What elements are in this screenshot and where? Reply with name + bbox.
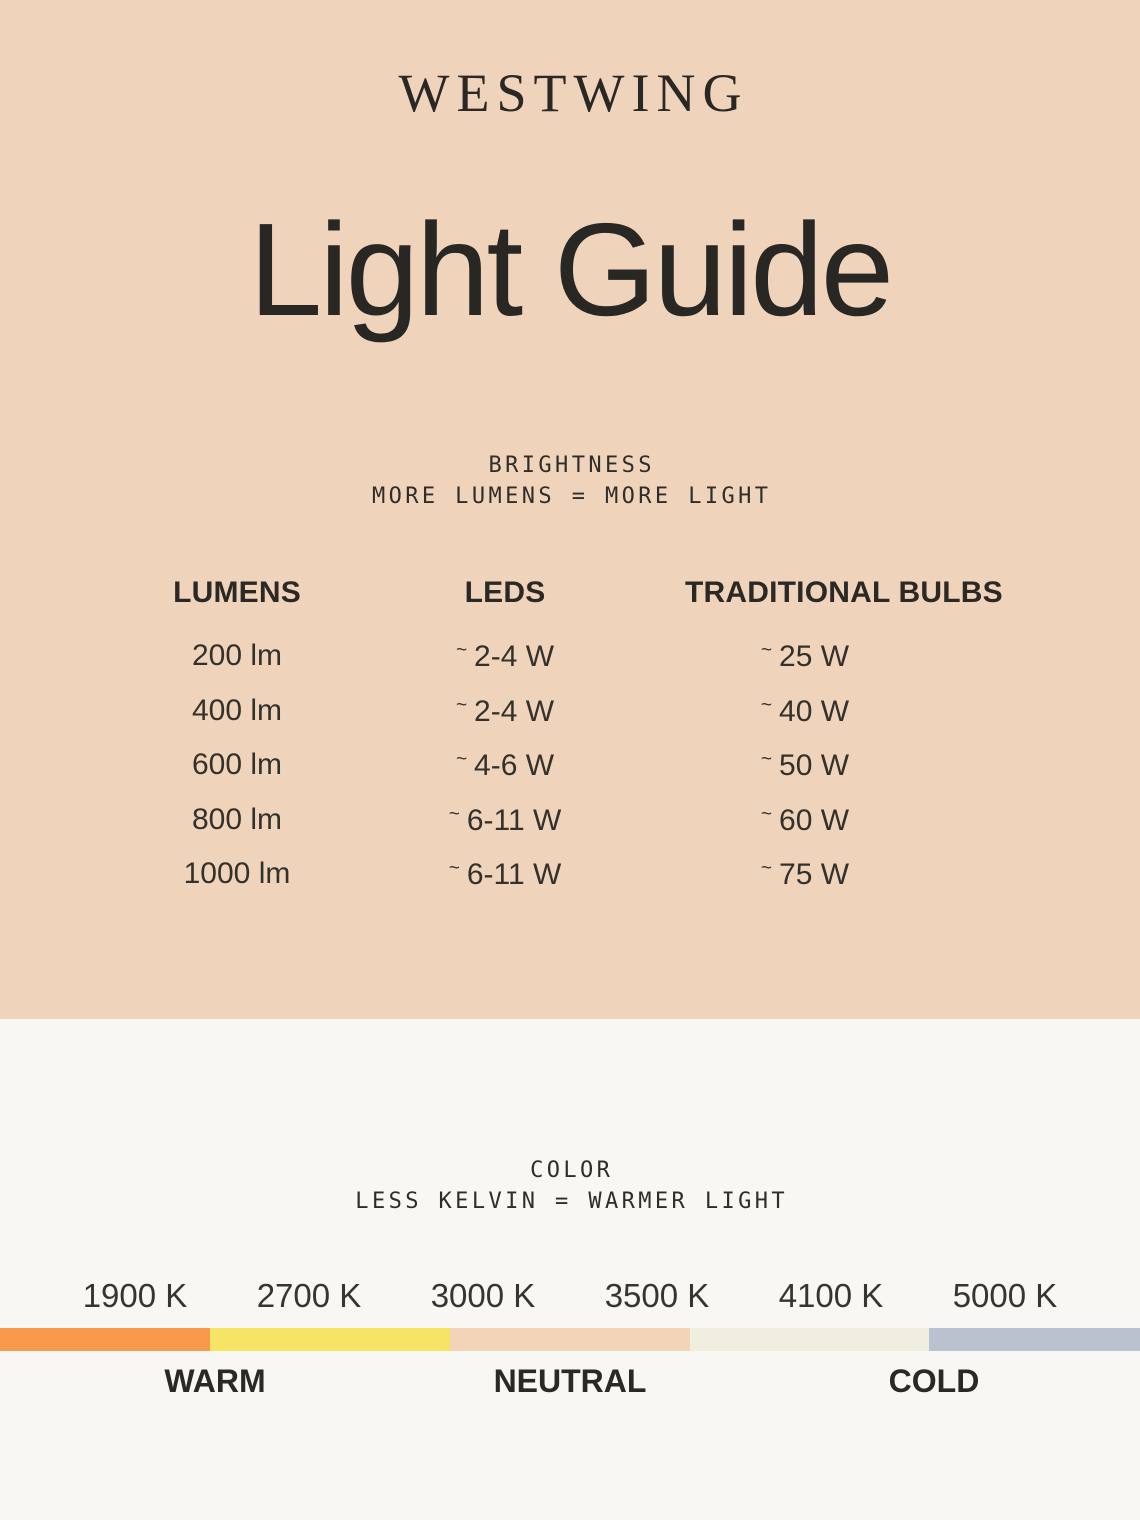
bulb-wattage-value: 60 W [779, 803, 850, 837]
warm-label: WARM [164, 1363, 266, 1399]
lumens-cell: 400 lm [191, 693, 283, 727]
bulb-wattage-value: 75 W [779, 858, 850, 891]
lumens-cell: 200 lm [191, 639, 283, 672]
led-wattage-value: 4-6 W [474, 749, 555, 782]
led-wattage-cell [385, 805, 625, 860]
led-wattage-cell [385, 750, 625, 805]
approx-symbol: ~ [455, 640, 468, 661]
bulb-wattage-value: 25 W [779, 640, 850, 673]
approx-symbol: ~ [760, 803, 773, 825]
column-header-leds: LEDS [464, 576, 546, 609]
temperature-labels [0, 1365, 1140, 1405]
leds-column [385, 578, 625, 914]
approx-symbol: ~ [760, 640, 773, 661]
lumens-column [117, 578, 357, 914]
color-label: COLOR [530, 1158, 614, 1183]
approx-symbol: ~ [448, 858, 460, 879]
traditional-bulbs-column [685, 576, 1003, 914]
bulb-wattage-cell [685, 750, 925, 805]
lumens-cell: 800 lm [191, 802, 283, 836]
approx-symbol: ~ [760, 749, 773, 770]
color-heading [0, 1155, 1140, 1217]
brightness-heading [0, 450, 1140, 512]
bar-segment-warm-orange [0, 1328, 210, 1351]
bar-segment-cold-blue [929, 1328, 1140, 1351]
brightness-label: BRIGHTNESS [488, 453, 655, 478]
kelvin-label: 5000 K [952, 1277, 1058, 1314]
brightness-subtitle: MORE LUMENS = MORE LIGHT [371, 484, 772, 509]
bulb-wattage-cell [685, 641, 925, 696]
kelvin-label: 1900 K [82, 1277, 188, 1314]
cold-label: COLD [888, 1363, 980, 1399]
led-wattage-value: 2-4 W [474, 694, 555, 728]
lumens-cell: 600 lm [191, 748, 283, 781]
kelvin-label: 3500 K [604, 1277, 710, 1314]
page-title: Light Guide [248, 196, 892, 343]
kelvin-scale [0, 1279, 1140, 1312]
approx-symbol: ~ [448, 803, 460, 825]
bar-segment-neutral-beige [450, 1328, 690, 1351]
color-subtitle: LESS KELVIN = WARMER LIGHT [355, 1189, 789, 1214]
color-temperature-bar [0, 1328, 1140, 1351]
color-section [0, 1019, 1140, 1520]
approx-symbol: ~ [455, 749, 468, 770]
approx-symbol: ~ [760, 694, 773, 716]
bulb-wattage-cell [685, 696, 925, 751]
led-wattage-value: 6-11 W [466, 858, 562, 891]
bulb-wattage-cell [685, 859, 925, 914]
bar-segment-neutral-cream [690, 1328, 929, 1351]
led-wattage-value: 6-11 W [466, 803, 562, 837]
column-header-lumens: LUMENS [173, 576, 301, 609]
approx-symbol: ~ [455, 694, 468, 716]
kelvin-label: 3000 K [430, 1277, 536, 1314]
neutral-label: NEUTRAL [493, 1363, 647, 1399]
led-wattage-cell [385, 859, 625, 914]
led-wattage-cell [385, 641, 625, 696]
bulb-wattage-value: 40 W [779, 694, 850, 728]
kelvin-label: 2700 K [256, 1277, 362, 1314]
approx-symbol: ~ [760, 858, 773, 879]
bar-segment-warm-yellow [210, 1328, 450, 1351]
bulb-wattage-cell [685, 805, 925, 860]
bulb-wattage-value: 50 W [779, 749, 850, 782]
lumens-cell: 1000 lm [183, 857, 291, 890]
led-wattage-cell [385, 696, 625, 751]
column-header-traditional-bulbs: TRADITIONAL BULBS [685, 576, 1003, 609]
westwing-logo: WESTWING [398, 63, 749, 123]
led-wattage-value: 2-4 W [474, 640, 555, 673]
kelvin-label: 4100 K [778, 1277, 884, 1314]
